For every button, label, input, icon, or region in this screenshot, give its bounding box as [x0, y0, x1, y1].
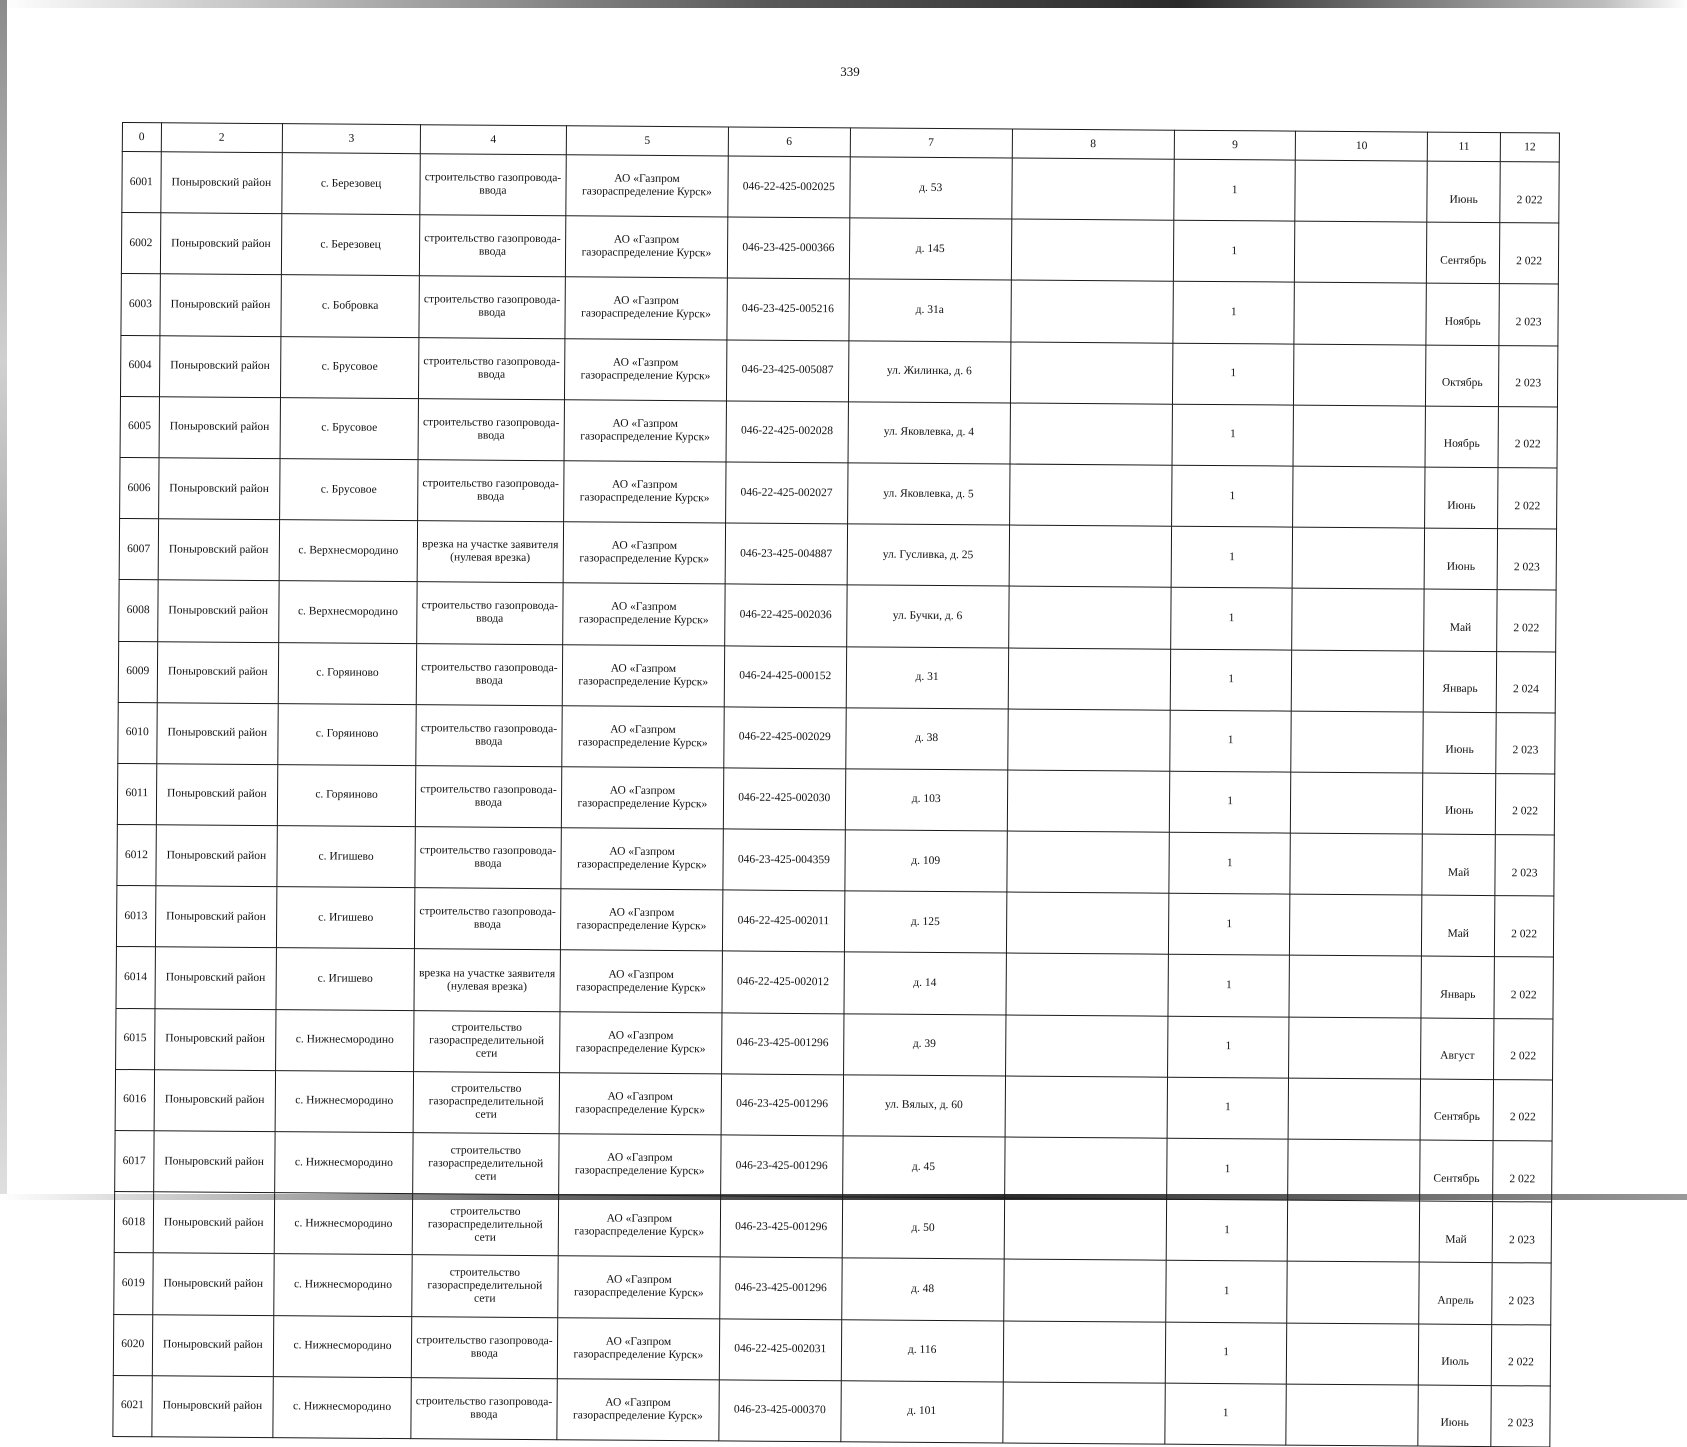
cell-district: Поныровский район: [159, 397, 281, 459]
cell-number: 6012: [117, 825, 156, 886]
col-header-8: 8: [1012, 129, 1174, 159]
cell-col-8: [1006, 892, 1169, 954]
cell-col-8: [1004, 1198, 1167, 1260]
cell-work-type: строительство газопровода-ввода: [417, 460, 563, 522]
table-row: [116, 947, 1553, 1019]
cell-code: 046-23-425-004887: [725, 523, 847, 585]
cell-year: 2 022: [1493, 1141, 1552, 1203]
cell-work-type: строительство газораспределительной сети: [412, 1255, 558, 1317]
cell-address: д. 103: [845, 769, 1008, 831]
cell-col-8: [1004, 1137, 1167, 1199]
cell-work-type: строительство газопровода-ввода: [419, 276, 565, 338]
cell-code: 046-22-425-002031: [719, 1318, 841, 1380]
cell-number: 6005: [120, 396, 159, 457]
cell-col-10: [1291, 772, 1423, 834]
col-header-6: 6: [728, 127, 850, 157]
cell-organization: АО «Газпром газораспределение Курск»: [561, 828, 724, 890]
cell-address: д. 38: [845, 708, 1008, 770]
cell-address: ул. Яковлевка, д. 4: [848, 402, 1011, 464]
cell-year: 2 023: [1495, 835, 1554, 897]
cell-col-10: [1293, 466, 1425, 528]
cell-address: д. 101: [840, 1381, 1003, 1443]
cell-year: 2 024: [1496, 651, 1555, 713]
cell-year: 2 022: [1497, 590, 1556, 652]
cell-code: 046-22-425-002027: [726, 462, 848, 524]
cell-district: Поныровский район: [152, 1253, 274, 1315]
cell-col-8: [1010, 403, 1173, 465]
cell-col-10: [1290, 894, 1422, 956]
cell-count: 1: [1165, 1383, 1287, 1445]
cell-address: ул. Яковлевка, д. 5: [847, 463, 1010, 525]
cell-address: д. 45: [842, 1136, 1005, 1198]
cell-month: Ноябрь: [1426, 283, 1499, 345]
cell-district: Поныровский район: [159, 274, 281, 336]
cell-number: 6009: [118, 641, 157, 702]
cell-work-type: строительство газопровода-ввода: [411, 1377, 557, 1439]
cell-month: Август: [1421, 1018, 1494, 1080]
cell-col-10: [1287, 1323, 1419, 1385]
scan-edge-top: [0, 0, 1687, 8]
cell-organization: АО «Газпром газораспределение Курск»: [561, 767, 724, 829]
cell-district: Поныровский район: [154, 1008, 276, 1070]
table-row: [122, 152, 1559, 224]
table-row: [120, 396, 1557, 468]
cell-col-8: [1007, 770, 1170, 832]
cell-work-type: врезка на участке заявителя (нулевая врезка): [417, 521, 563, 583]
cell-district: Поныровский район: [154, 1070, 276, 1132]
cell-work-type: строительство газопровода-ввода: [417, 582, 563, 644]
cell-district: Поныровский район: [158, 519, 280, 581]
cell-organization: АО «Газпром газораспределение Курск»: [565, 277, 728, 339]
table-row: [116, 1008, 1553, 1080]
cell-organization: АО «Газпром газораспределение Курск»: [558, 1256, 721, 1318]
cell-code: 046-23-425-004359: [723, 829, 845, 891]
cell-locality: с. Брусовое: [281, 336, 419, 398]
cell-locality: с. Горяиново: [278, 703, 416, 765]
cell-code: 046-23-425-005087: [726, 340, 848, 402]
cell-code: 046-23-425-000366: [727, 217, 849, 279]
cell-code: 046-22-425-002011: [722, 890, 844, 952]
cell-number: 6004: [120, 335, 159, 396]
cell-count: 1: [1172, 404, 1294, 466]
cell-year: 2 022: [1494, 957, 1553, 1019]
cell-locality: с. Бобровка: [281, 275, 419, 337]
scan-edge-left: [0, 0, 7, 1200]
cell-work-type: строительство газопровода-ввода: [418, 398, 564, 460]
cell-district: Поныровский район: [157, 580, 279, 642]
cell-district: Поныровский район: [159, 335, 281, 397]
cell-number: 6016: [115, 1069, 154, 1130]
cell-col-10: [1287, 1261, 1419, 1323]
cell-address: д. 31а: [848, 279, 1011, 341]
cell-work-type: врезка на участке заявителя (нулевая врезка): [414, 949, 560, 1011]
cell-code: 046-24-425-000152: [724, 645, 846, 707]
col-header-3: 3: [282, 124, 420, 154]
cell-col-10: [1295, 160, 1427, 222]
cell-count: 1: [1166, 1199, 1288, 1261]
cell-col-10: [1290, 833, 1422, 895]
cell-work-type: строительство газопровода-ввода: [419, 215, 565, 277]
cell-number: 6008: [119, 580, 158, 641]
col-header-0: 0: [122, 123, 161, 152]
cell-locality: с. Нижнесмородино: [275, 1132, 413, 1194]
cell-district: Поныровский район: [157, 641, 279, 703]
cell-year: 2 022: [1498, 468, 1557, 530]
cell-work-type: строительство газопровода-ввода: [418, 337, 564, 399]
table-row: [114, 1192, 1551, 1264]
cell-address: ул. Вялых, д. 60: [843, 1075, 1006, 1137]
cell-number: 6003: [121, 274, 160, 335]
cell-locality: с. Брусовое: [280, 397, 418, 459]
cell-locality: с. Верхнесмородино: [279, 520, 417, 582]
cell-count: 1: [1174, 159, 1296, 221]
cell-number: 6006: [120, 457, 159, 518]
cell-district: Поныровский район: [155, 886, 277, 948]
cell-count: 1: [1168, 955, 1290, 1017]
table-row: [115, 1069, 1552, 1141]
cell-work-type: строительство газораспределительной сети: [413, 1010, 559, 1072]
cell-work-type: строительство газопровода-ввода: [416, 704, 562, 766]
cell-month: Июнь: [1425, 467, 1498, 529]
cell-col-10: [1291, 711, 1423, 773]
cell-month: Апрель: [1419, 1262, 1492, 1324]
cell-locality: с. Нижнесмородино: [274, 1193, 412, 1255]
cell-address: д. 50: [842, 1197, 1005, 1259]
cell-col-8: [1003, 1321, 1166, 1383]
cell-code: 046-23-425-001296: [721, 1135, 843, 1197]
col-header-7: 7: [850, 128, 1012, 158]
cell-year: 2 022: [1495, 773, 1554, 835]
cell-district: Поныровский район: [151, 1376, 273, 1438]
cell-locality: с. Нижнесмородино: [274, 1254, 412, 1316]
cell-organization: АО «Газпром газораспределение Курск»: [558, 1134, 721, 1196]
cell-month: Январь: [1423, 651, 1496, 713]
col-header-10: 10: [1296, 131, 1428, 161]
cell-col-8: [1007, 709, 1170, 771]
cell-work-type: строительство газопровода-ввода: [420, 154, 566, 216]
cell-locality: с. Березовец: [282, 153, 420, 215]
cell-col-8: [1008, 586, 1171, 648]
cell-locality: с. Игишево: [277, 826, 415, 888]
cell-number: 6020: [113, 1314, 152, 1375]
cell-year: 2 023: [1499, 284, 1558, 346]
cell-district: Поныровский район: [155, 825, 277, 887]
cell-code: 046-22-425-002028: [726, 401, 848, 463]
cell-col-10: [1288, 1139, 1420, 1201]
cell-month: Июнь: [1423, 712, 1496, 774]
cell-month: Сентябрь: [1420, 1079, 1493, 1141]
cell-address: д. 116: [841, 1319, 1004, 1381]
cell-work-type: строительство газопровода-ввода: [414, 888, 560, 950]
cell-work-type: строительство газораспределительной сети: [412, 1194, 558, 1256]
cell-year: 2 023: [1497, 529, 1556, 591]
cell-number: 6017: [115, 1130, 154, 1191]
cell-month: Июнь: [1424, 528, 1497, 590]
cell-organization: АО «Газпром газораспределение Курск»: [559, 1011, 722, 1073]
cell-district: Поныровский район: [160, 213, 282, 275]
cell-organization: АО «Газпром газораспределение Курск»: [558, 1195, 721, 1257]
cell-count: 1: [1169, 832, 1291, 894]
cell-number: 6018: [114, 1192, 153, 1253]
cell-col-10: [1293, 527, 1425, 589]
cell-col-10: [1294, 344, 1426, 406]
cell-work-type: строительство газопровода-ввода: [415, 827, 561, 889]
cell-address: ул. Гусливка, д. 25: [847, 524, 1010, 586]
cell-year: 2 022: [1491, 1324, 1550, 1386]
cell-work-type: строительство газораспределительной сети: [413, 1133, 559, 1195]
cell-col-8: [1010, 342, 1173, 404]
cell-col-10: [1295, 221, 1427, 283]
cell-organization: АО «Газпром газораспределение Курск»: [564, 338, 727, 400]
table-row: [117, 763, 1554, 835]
cell-count: 1: [1173, 220, 1295, 282]
table-row: [121, 274, 1558, 346]
cell-organization: АО «Газпром газораспределение Курск»: [560, 950, 723, 1012]
cell-col-8: [1003, 1382, 1166, 1444]
cell-organization: АО «Газпром газораспределение Курск»: [565, 216, 728, 278]
cell-organization: АО «Газпром газораспределение Курск»: [560, 889, 723, 951]
col-header-11: 11: [1427, 132, 1500, 162]
cell-number: 6007: [119, 519, 158, 580]
cell-month: Май: [1422, 895, 1495, 957]
cell-count: 1: [1170, 649, 1292, 711]
cell-month: Сентябрь: [1420, 1140, 1493, 1202]
cell-col-8: [1006, 953, 1169, 1015]
cell-number: 6015: [116, 1008, 155, 1069]
cell-col-10: [1289, 956, 1421, 1018]
cell-locality: с. Нижнесмородино: [275, 1070, 413, 1132]
cell-year: 2 022: [1494, 1018, 1553, 1080]
col-header-9: 9: [1174, 130, 1296, 160]
cell-work-type: строительство газопровода-ввода: [411, 1316, 557, 1378]
cell-count: 1: [1171, 465, 1293, 527]
cell-col-8: [1003, 1259, 1166, 1321]
cell-month: Июнь: [1418, 1385, 1491, 1447]
table-row: [120, 335, 1557, 407]
cell-number: 6001: [122, 152, 161, 213]
cell-count: 1: [1167, 1077, 1289, 1139]
cell-organization: АО «Газпром газораспределение Курск»: [559, 1073, 722, 1135]
cell-col-10: [1294, 282, 1426, 344]
cell-number: 6014: [116, 947, 155, 1008]
cell-count: 1: [1166, 1261, 1288, 1323]
table-row: [121, 213, 1558, 285]
cell-col-10: [1292, 588, 1424, 650]
registry-table: [112, 122, 1560, 1447]
cell-district: Поныровский район: [153, 1131, 275, 1193]
cell-month: Май: [1419, 1201, 1492, 1263]
cell-year: 2 023: [1499, 345, 1558, 407]
cell-address: д. 109: [844, 830, 1007, 892]
cell-year: 2 023: [1492, 1263, 1551, 1325]
cell-locality: с. Березовец: [281, 214, 419, 276]
cell-month: Январь: [1421, 956, 1494, 1018]
cell-address: д. 145: [849, 218, 1012, 280]
cell-month: Сентябрь: [1427, 222, 1500, 284]
cell-col-10: [1292, 650, 1424, 712]
cell-code: 046-23-425-001296: [720, 1196, 842, 1258]
cell-address: ул. Бучки, д. 6: [846, 585, 1009, 647]
cell-address: д. 53: [849, 157, 1012, 219]
cell-locality: с. Нижнесмородино: [276, 1009, 414, 1071]
cell-address: ул. Жилинка, д. 6: [848, 340, 1011, 402]
cell-organization: АО «Газпром газораспределение Курск»: [563, 522, 726, 584]
cell-district: Поныровский район: [158, 458, 280, 520]
cell-code: 046-23-425-001296: [722, 1013, 844, 1075]
cell-count: 1: [1172, 343, 1294, 405]
cell-col-10: [1289, 1017, 1421, 1079]
cell-address: д. 31: [846, 646, 1009, 708]
cell-month: Июль: [1418, 1324, 1491, 1386]
cell-col-8: [1009, 464, 1172, 526]
cell-col-10: [1293, 405, 1425, 467]
table-row: [115, 1130, 1552, 1202]
cell-number: 6013: [116, 886, 155, 947]
cell-organization: АО «Газпром газораспределение Курск»: [564, 399, 727, 461]
cell-col-10: [1289, 1078, 1421, 1140]
cell-count: 1: [1168, 893, 1290, 955]
cell-year: 2 023: [1492, 1202, 1551, 1264]
cell-address: д. 48: [841, 1258, 1004, 1320]
table-row: [119, 580, 1556, 652]
col-header-4: 4: [420, 125, 566, 155]
cell-district: Поныровский район: [153, 1192, 275, 1254]
table-row: [120, 457, 1557, 529]
table-row: [117, 825, 1554, 897]
cell-organization: АО «Газпром газораспределение Курск»: [562, 644, 725, 706]
cell-number: 6019: [114, 1253, 153, 1314]
col-header-5: 5: [566, 126, 728, 156]
cell-code: 046-22-425-002036: [725, 584, 847, 646]
cell-number: 6002: [121, 213, 160, 274]
cell-year: 2 023: [1491, 1385, 1550, 1447]
cell-month: Июнь: [1422, 773, 1495, 835]
cell-organization: АО «Газпром газораспределение Курск»: [557, 1317, 720, 1379]
cell-code: 046-23-425-000370: [719, 1380, 841, 1442]
table-row: [114, 1253, 1551, 1325]
cell-locality: с. Нижнесмородино: [273, 1376, 411, 1438]
cell-month: Май: [1424, 589, 1497, 651]
page-number: 339: [840, 64, 860, 79]
cell-code: 046-22-425-002012: [722, 951, 844, 1013]
table-row: [118, 702, 1555, 774]
cell-month: Октябрь: [1426, 345, 1499, 407]
cell-year: 2 022: [1500, 162, 1559, 224]
cell-address: д. 39: [843, 1013, 1006, 1075]
cell-count: 1: [1166, 1138, 1288, 1200]
cell-district: Поныровский район: [156, 764, 278, 826]
table-row: [119, 519, 1556, 591]
cell-col-8: [1011, 219, 1174, 281]
cell-year: 2 022: [1495, 896, 1554, 958]
col-header-12: 12: [1500, 133, 1559, 162]
cell-address: д. 14: [844, 952, 1007, 1014]
cell-count: 1: [1173, 282, 1295, 344]
cell-locality: с. Нижнесмородино: [273, 1315, 411, 1377]
table-row: [113, 1375, 1550, 1447]
cell-code: 046-23-425-001296: [721, 1074, 843, 1136]
cell-district: Поныровский район: [155, 947, 277, 1009]
cell-count: 1: [1171, 588, 1293, 650]
cell-count: 1: [1171, 526, 1293, 588]
cell-organization: АО «Газпром газораспределение Курск»: [566, 155, 729, 217]
cell-work-type: строительство газопровода-ввода: [416, 643, 562, 705]
table-row: [113, 1314, 1550, 1386]
cell-year: 2 023: [1496, 712, 1555, 774]
cell-district: Поныровский район: [156, 702, 278, 764]
cell-locality: с. Горяиново: [277, 765, 415, 827]
cell-district: Поныровский район: [152, 1314, 274, 1376]
cell-locality: с. Верхнесмородино: [279, 581, 417, 643]
cell-work-type: строительство газопровода-ввода: [415, 766, 561, 828]
cell-organization: АО «Газпром газораспределение Курск»: [563, 583, 726, 645]
cell-col-10: [1288, 1200, 1420, 1262]
cell-organization: АО «Газпром газораспределение Курск»: [563, 461, 726, 523]
cell-locality: с. Горяиново: [278, 642, 416, 704]
cell-code: 046-23-425-001296: [720, 1257, 842, 1319]
table-row: [118, 641, 1555, 713]
cell-month: Июнь: [1427, 161, 1500, 223]
cell-code: 046-23-425-005216: [727, 278, 849, 340]
cell-month: Ноябрь: [1425, 406, 1498, 468]
table-row: [116, 886, 1553, 958]
cell-locality: с. Брусовое: [280, 459, 418, 521]
cell-year: 2 022: [1498, 406, 1557, 468]
cell-district: Поныровский район: [160, 152, 282, 214]
cell-year: 2 022: [1493, 1079, 1552, 1141]
col-header-2: 2: [161, 123, 283, 153]
cell-organization: АО «Газпром газораспределение Курск»: [557, 1378, 720, 1440]
cell-col-8: [1009, 525, 1172, 587]
cell-number: 6010: [118, 702, 157, 763]
cell-code: 046-22-425-002029: [724, 707, 846, 769]
cell-number: 6021: [113, 1375, 152, 1436]
cell-col-8: [1012, 158, 1175, 220]
cell-col-8: [1008, 648, 1171, 710]
cell-col-10: [1286, 1384, 1418, 1446]
cell-count: 1: [1169, 771, 1291, 833]
cell-count: 1: [1170, 710, 1292, 772]
cell-number: 6011: [117, 763, 156, 824]
cell-address: д. 125: [844, 891, 1007, 953]
cell-col-8: [1005, 1076, 1168, 1138]
cell-code: 046-22-425-002025: [728, 156, 850, 218]
cell-organization: АО «Газпром газораспределение Курск»: [562, 705, 725, 767]
cell-work-type: строительство газораспределительной сети: [413, 1071, 559, 1133]
cell-col-8: [1005, 1015, 1168, 1077]
cell-count: 1: [1167, 1016, 1289, 1078]
cell-count: 1: [1165, 1322, 1287, 1384]
cell-locality: с. Игишево: [277, 887, 415, 949]
cell-col-8: [1007, 831, 1170, 893]
cell-locality: с. Игишево: [276, 948, 414, 1010]
cell-year: 2 022: [1499, 223, 1558, 285]
cell-code: 046-22-425-002030: [723, 768, 845, 830]
cell-month: Май: [1422, 834, 1495, 896]
cell-col-8: [1011, 280, 1174, 342]
